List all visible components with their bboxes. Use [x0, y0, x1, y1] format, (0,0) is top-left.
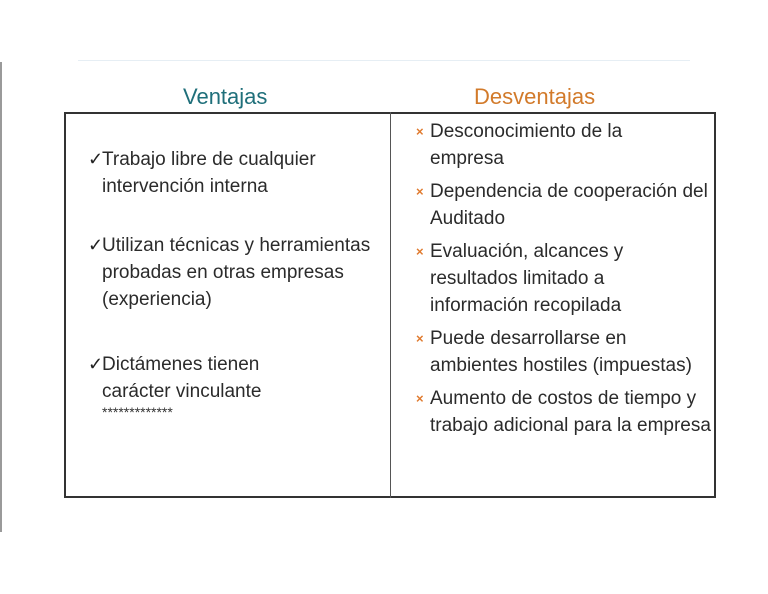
desventaja-item — [414, 325, 700, 379]
cross-icon: × — [416, 184, 424, 199]
desventaja-text: Desconocimiento de la empresa — [430, 121, 623, 169]
desventajas-heading: Desventajas — [474, 84, 596, 109]
desventaja-text: Dependencia de cooperación del Auditado — [430, 181, 708, 229]
ventaja-item — [88, 232, 378, 313]
check-icon: ✓ — [88, 149, 104, 169]
desventaja-text: Aumento de costos de tiempo y trabajo adicional para la empresa — [430, 388, 711, 436]
ventajas-column — [88, 146, 384, 451]
desventaja-text: Puede desarrollarse en ambientes hostiles (impuestas) — [430, 328, 692, 376]
desventajas-column — [414, 118, 710, 445]
ventaja-text: Trabajo libre de cualquier intervención interna — [102, 149, 316, 197]
desventaja-item — [414, 238, 700, 319]
cross-icon: × — [416, 244, 424, 259]
check-icon: ✓ — [88, 235, 104, 255]
check-icon: ✓ — [88, 354, 104, 374]
desventaja-item — [414, 385, 716, 439]
desventaja-text: Evaluación, alcances y resultados limitado a información recopilada — [430, 241, 624, 316]
ventaja-text: Dictámenes tienen carácter vinculante — [102, 354, 262, 402]
asterisk-line: ************* — [102, 404, 173, 420]
top-rule — [78, 60, 690, 61]
cross-icon: × — [416, 124, 424, 139]
ventaja-text: Utilizan técnicas y herramientas probadas en otras empresas (experiencia) — [102, 235, 371, 310]
desventaja-item — [414, 178, 710, 232]
cross-icon: × — [416, 391, 424, 406]
ventajas-heading: Ventajas — [183, 84, 268, 109]
ventaja-item — [88, 146, 372, 200]
ventaja-item — [88, 351, 322, 419]
desventaja-item — [414, 118, 700, 172]
column-divider — [390, 112, 391, 498]
cross-icon: × — [416, 331, 424, 346]
left-edge-line — [0, 62, 2, 532]
